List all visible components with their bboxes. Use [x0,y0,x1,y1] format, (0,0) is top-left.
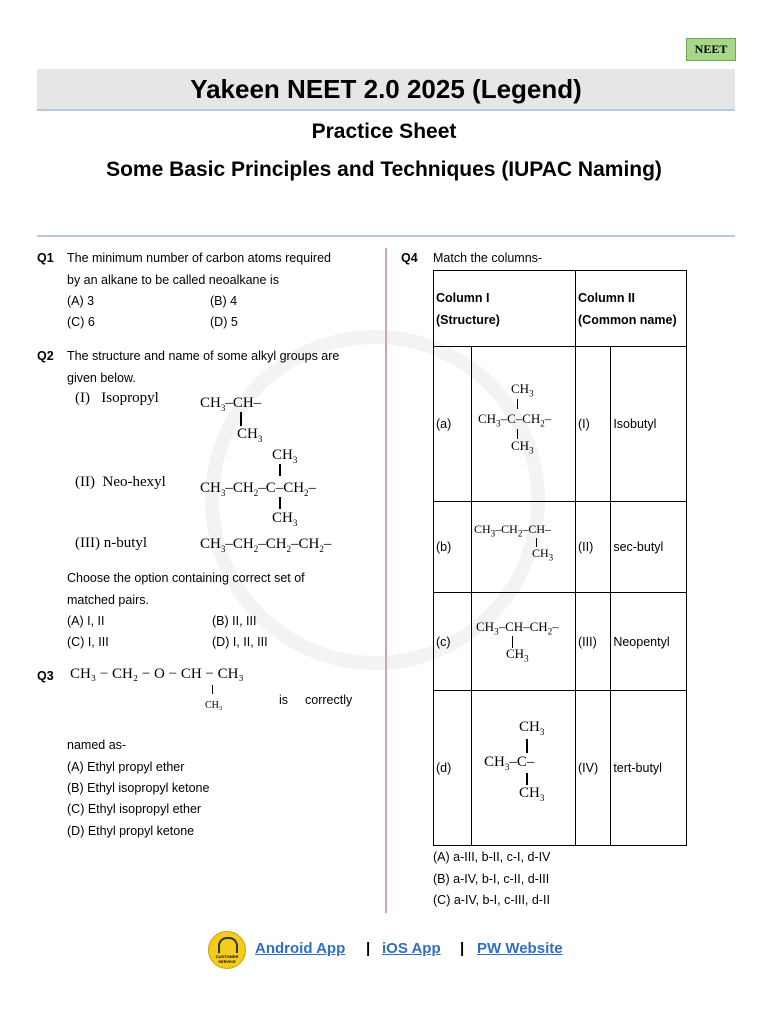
structure-cell [472,502,576,593]
option-a[interactable]: (A) 3 [67,294,95,308]
question-text: correctly [305,693,353,707]
common-name: sec-butyl [611,502,687,593]
header-label: (Structure) [436,312,500,327]
isopropyl-structure: $CH_3-CH-$ [200,395,262,413]
question-number: Q1 [37,251,54,265]
neohexyl-branch: $CH_3$ [272,447,298,465]
option-b[interactable]: (B) 4 [210,294,238,308]
separator: | [366,940,371,957]
option-b[interactable]: (B) II, III [212,614,257,628]
header-label: Column I [436,290,490,305]
structure-cell [472,691,576,846]
ios-app-link[interactable]: iOS App [382,940,441,957]
separator: | [460,940,465,957]
common-name: Isobutyl [611,347,687,502]
row-key: (a) [434,347,472,502]
question-number: Q2 [37,349,54,363]
table-row [434,347,687,502]
structure-text: $CH_3-CH_2-CH-$ [474,522,552,539]
option-d[interactable]: (D) 5 [210,315,238,329]
table-row [434,593,687,691]
structure-text: $CH_3$ [519,785,545,803]
row-number: (IV) [576,691,611,846]
alkyl-name: (III) n-butyl [75,535,148,551]
question-text: by an alkane to be called neoalkane is [67,273,279,287]
option-b[interactable]: (B) Ethyl isopropyl ketone [67,781,210,795]
sheet-type: Practice Sheet [311,120,457,143]
question-text: is [279,693,289,707]
android-app-link[interactable]: Android App [255,940,346,957]
option-c[interactable]: (C) I, III [67,635,109,649]
customer-service-logo [208,931,246,969]
column-divider [385,248,387,913]
structure-text: $CH_3$ [519,719,545,737]
option-c[interactable]: (C) Ethyl isopropyl ether [67,802,202,816]
neet-badge: NEET [686,38,736,61]
structure-text: $CH_3-C-$ [484,754,535,772]
common-name: Neopentyl [611,593,687,691]
option-d[interactable]: (D) I, II, III [212,635,268,649]
option-d[interactable]: (D) Ethyl propyl ketone [67,824,195,838]
common-name: tert-butyl [611,691,687,846]
structure-text: $CH_3$ [506,646,529,664]
footer [0,930,768,970]
structure-text: $CH_3$ [511,438,534,456]
table-row [434,691,687,846]
option-c[interactable]: (C) a-IV, b-I, c-III, d-II [433,893,550,907]
question-text: The minimum number of carbon atoms required [67,251,332,265]
row-key: (b) [434,502,472,593]
title-bar [37,69,735,111]
alkyl-name: (II) Neo-hexyl [75,474,166,490]
column-2-header [576,271,687,347]
isopropyl-branch: $CH_3$ [237,426,263,444]
question-number: Q4 [401,251,418,265]
logo-text: CUSTOMER SERVICE [215,954,239,964]
question-text: given below. [67,371,136,385]
option-a[interactable]: (A) a-III, b-II, c-I, d-IV [433,850,551,864]
row-key: (d) [434,691,472,846]
headset-icon [218,937,238,953]
header-label: (Common name) [578,312,677,327]
row-number: (II) [576,502,611,593]
match-table [433,270,687,846]
option-a[interactable]: (A) I, II [67,614,105,628]
structure-cell [472,347,576,502]
header-label: Column II [578,290,635,305]
structure-text: $CH_3-CH-CH_2-$ [476,619,559,637]
question-text: named as- [67,738,127,752]
column-1-header [434,271,576,347]
option-c[interactable]: (C) 6 [67,315,95,329]
question-text: Choose the option containing correct set of [67,571,305,585]
table-header-row [434,271,687,347]
structure-text: $CH_3$ [511,381,534,399]
neohexyl-branch: $CH_3$ [272,510,298,528]
ether-branch: CH₃ [205,700,223,711]
page-title: Yakeen NEET 2.0 2025 (Legend) [190,74,582,104]
bond [212,685,213,694]
ether-formula: CH₃ − CH₂ − O − CH − CH₃ [70,666,244,682]
question-text: matched pairs. [67,593,149,607]
structure-text: $CH_3$ [532,546,554,563]
structure-text: $CH_3-C-CH_2-$ [478,411,552,429]
pw-website-link[interactable]: PW Website [477,940,563,957]
alkyl-name: (I) Isopropyl [75,390,159,406]
header-divider [37,235,735,237]
bond [279,464,281,476]
row-key: (c) [434,593,472,691]
option-a[interactable]: (A) Ethyl propyl ether [67,760,185,774]
bond [526,739,528,753]
row-number: (III) [576,593,611,691]
question-number: Q3 [37,669,54,683]
row-number: (I) [576,347,611,502]
table-row [434,502,687,593]
question-text: Match the columns- [433,251,543,265]
question-text: The structure and name of some alkyl groups are [67,349,340,363]
bond [526,773,528,785]
structure-cell [472,593,576,691]
nbutyl-structure: $CH_3-CH_2-CH_2-CH_2-$ [200,536,332,554]
option-b[interactable]: (B) a-IV, b-I, c-II, d-III [433,872,550,886]
bond [517,399,518,409]
sheet-topic: Some Basic Principles and Techniques (IUPAC Naming) [106,158,662,181]
neohexyl-structure: $CH_3-CH_2-C-CH_2-$ [200,480,317,498]
